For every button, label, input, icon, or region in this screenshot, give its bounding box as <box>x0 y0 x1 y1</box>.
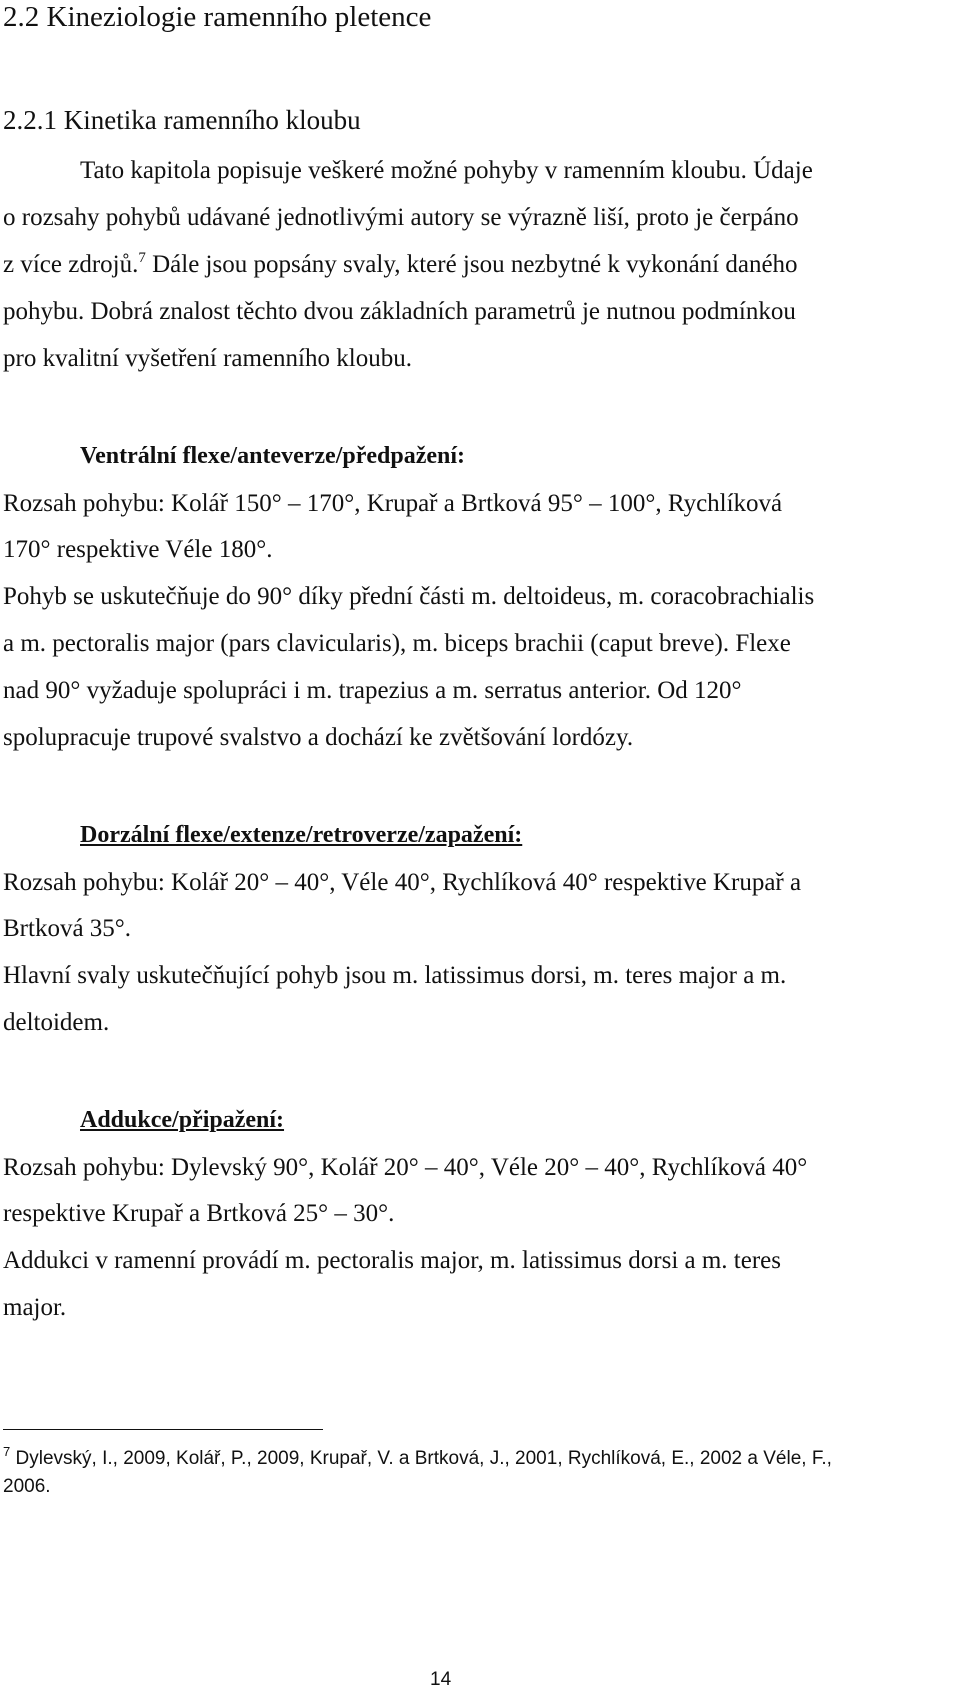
intro-line-2: o rozsahy pohybů udávané jednotlivými autory se výrazně liší, proto je čerpáno <box>3 204 799 231</box>
footnote-line-1 <box>3 1444 832 1471</box>
dorsal-line-3: Hlavní svaly uskutečňující pohyb jsou m. latissimus dorsi, m. teres major a m. <box>3 962 787 989</box>
ventral-line-1: Rozsah pohybu: Kolář 150° – 170°, Krupař a Brtková 95° – 100°, Rychlíková <box>3 490 783 517</box>
dorsal-flexion-heading: Dorzální flexe/extenze/retroverze/zapažení: <box>80 822 523 848</box>
dorsal-line-4: deltoidem. <box>3 1009 110 1036</box>
adduction-heading: Addukce/připažení: <box>80 1107 285 1133</box>
adduction-line-4: major. <box>3 1294 67 1321</box>
ventral-line-6: spolupracuje trupové svalstvo a dochází ke zvětšování lordózy. <box>3 724 634 751</box>
dorsal-line-2: Brtková 35°. <box>3 915 132 942</box>
intro-line-3 <box>3 250 798 280</box>
intro-line-4: pohybu. Dobrá znalost těchto dvou základních parametrů je nutnou podmínkou <box>3 298 796 325</box>
page-number: 14 <box>430 1669 452 1690</box>
intro-line-1: Tato kapitola popisuje veškeré možné pohyby v ramenním kloubu. Údaje <box>80 157 813 184</box>
footnote-mark: 7 <box>3 1444 11 1459</box>
intro-line-3-start: z více zdrojů. <box>3 251 139 278</box>
ventral-flexion-heading: Ventrální flexe/anteverze/předpažení: <box>80 443 466 469</box>
adduction-line-3: Addukci v ramenní provádí m. pectoralis major, m. latissimus dorsi a m. teres <box>3 1247 782 1274</box>
intro-line-5: pro kvalitní vyšetření ramenního kloubu. <box>3 345 412 372</box>
footnote-separator <box>3 1429 323 1430</box>
footnote-line-2: 2006. <box>3 1476 51 1497</box>
intro-line-3-end: Dále jsou popsány svaly, které jsou nezbytné k vykonání daného <box>145 251 798 278</box>
ventral-line-2: 170° respektive Véle 180°. <box>3 536 273 563</box>
section-heading: 2.2 Kineziologie ramenního pletence <box>3 1 432 33</box>
ventral-line-5: nad 90° vyžaduje spolupráci i m. trapezius a m. serratus anterior. Od 120° <box>3 677 742 704</box>
adduction-line-1: Rozsah pohybu: Dylevský 90°, Kolář 20° – 40°, Véle 20° – 40°, Rychlíková 40° <box>3 1154 808 1181</box>
footnote-reference[interactable]: 7 <box>138 250 146 266</box>
ventral-line-4: a m. pectoralis major (pars clavicularis), m. biceps brachii (caput breve). Flexe <box>3 630 791 657</box>
subsection-heading: 2.2.1 Kinetika ramenního kloubu <box>3 105 361 135</box>
ventral-line-3: Pohyb se uskutečňuje do 90° díky přední části m. deltoideus, m. coracobrachialis <box>3 583 815 610</box>
dorsal-line-1: Rozsah pohybu: Kolář 20° – 40°, Véle 40°, Rychlíková 40° respektive Krupař a <box>3 869 802 896</box>
adduction-line-2: respektive Krupař a Brtková 25° – 30°. <box>3 1200 395 1227</box>
footnote-text: Dylevský, I., 2009, Kolář, P., 2009, Krupař, V. a Brtková, J., 2001, Rychlíková, E., 2002 a Véle, F., <box>15 1448 832 1469</box>
